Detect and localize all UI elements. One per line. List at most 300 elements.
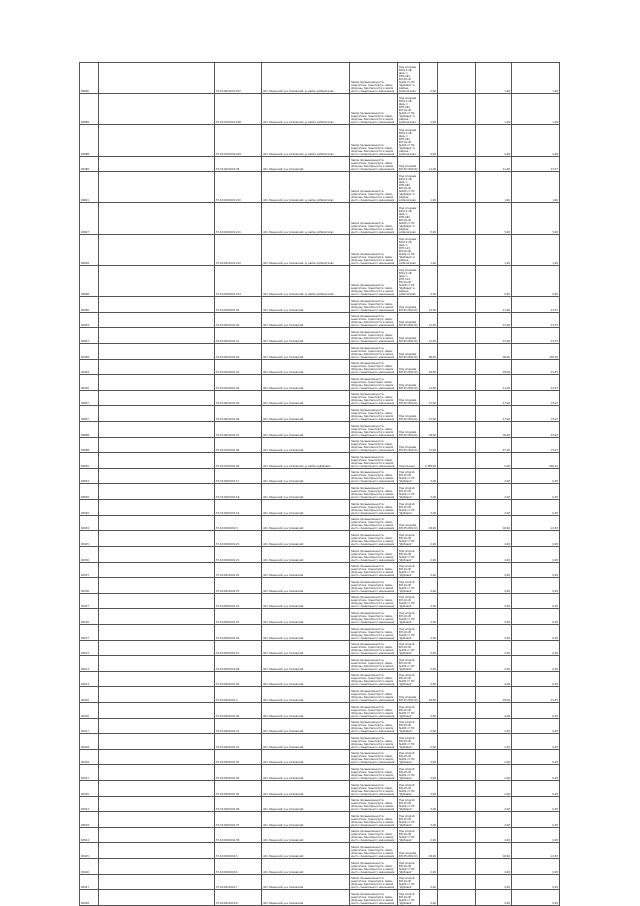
cadastral-number-cell: 57:16:0020101:210 (215, 172, 262, 203)
area-cell: 18,00 (420, 359, 438, 375)
address-cell: обл. Мценский, р-н Сомовский (262, 562, 350, 578)
cadastral-number-cell: 57:16:0020101:39 (215, 297, 262, 313)
blank-cell (99, 671, 215, 687)
permitted-use-cell: Под опорой ВЛ-10 кВ №100 от ПС "Дубовик" (398, 593, 420, 609)
area-cell: 1,00 (420, 94, 438, 125)
area-cell: 11,00 (420, 156, 438, 172)
price-cell (438, 874, 476, 890)
table-row (80, 562, 560, 578)
blank-cell (99, 125, 215, 156)
price-cell (438, 203, 476, 234)
permitted-use-cell: Под опорой ВЛ-10 кВ №100 от ПС "Дубовик" (398, 671, 420, 687)
table-row (80, 500, 560, 516)
land-plot-register-table (79, 62, 560, 906)
table-body (80, 63, 560, 906)
blank-cell (99, 63, 215, 94)
row-number-cell: 00418 (80, 734, 99, 750)
land-category-cell: Земли промышленности, энергетики, транспорта, связи, обороны, безопасности и земли иного специального назначения (350, 359, 398, 375)
total-cell: 1,00 (476, 63, 512, 94)
permitted-use-cell: Под опорой ВЛ-10 кВ №100 от ПС "Дубовик" (398, 562, 420, 578)
price-cell (438, 172, 476, 203)
table-row (80, 484, 560, 500)
table-row (80, 656, 560, 672)
address-cell: обл. Мценский, р-н Сомовский (262, 312, 350, 328)
total-cell: 1,00 (476, 234, 512, 265)
blank-cell (99, 827, 215, 843)
address-cell: обл. Мценский, р-н Сомовский (262, 687, 350, 703)
register-table-page (79, 62, 559, 906)
land-category-cell: Земли промышленности, энергетики, транспорта, связи, обороны, безопасности и земли иного специального назначения (350, 718, 398, 734)
blank-cell (99, 796, 215, 812)
land-category-cell: Земли промышленности, энергетики, транспорта, связи, обороны, безопасности и земли иного специального назначения (350, 63, 398, 94)
value-cell: 0,05 (512, 593, 560, 609)
address-cell: обл. Мценский, р-н Сомовский (262, 734, 350, 750)
value-cell: 13,37 (512, 297, 560, 313)
blank-cell (99, 687, 215, 703)
land-category-cell: Земли промышленности, энергетики, транспорта, связи, обороны, безопасности и земли иного специального назначения (350, 843, 398, 859)
permitted-use-cell: Под опорой ВЛ-10 кВ №100 от ПС "Дубовик" (398, 749, 420, 765)
area-cell: 2,00 (420, 765, 438, 781)
price-cell (438, 531, 476, 547)
permitted-use-cell: Под опорами ВЛ-35 кВ(110) (398, 437, 420, 453)
total-cell: 2,00 (476, 781, 512, 797)
table-row (80, 890, 560, 906)
address-cell: обл. Мценский, р-н Сомовский (262, 749, 350, 765)
table-row (80, 468, 560, 484)
value-cell: 0,05 (512, 874, 560, 890)
blank-cell (99, 609, 215, 625)
row-number-cell: 00327 (80, 796, 99, 812)
row-number-cell: 00650 (80, 484, 99, 500)
blank-cell (99, 781, 215, 797)
table-row (80, 624, 560, 640)
total-cell: 2,00 (476, 593, 512, 609)
value-cell: 1,00 (512, 63, 560, 94)
land-category-cell: Земли промышленности, энергетики, транспорта, связи, обороны, безопасности и земли иного специального назначения (350, 437, 398, 453)
row-number-cell: 00458 (80, 343, 99, 359)
address-cell: обл. Мценский, р-н Сомовский (262, 390, 350, 406)
table-row (80, 453, 560, 469)
area-cell: 2,00 (420, 812, 438, 828)
area-cell: 2,00 (420, 749, 438, 765)
address-cell: обл. Мценский, р-н Сомовский (262, 796, 350, 812)
blank-cell (99, 359, 215, 375)
blank-cell (99, 593, 215, 609)
land-category-cell: Земли промышленности, энергетики, транспорта, связи, обороны, безопасности и земли иного специального назначения (350, 312, 398, 328)
price-cell (438, 687, 476, 703)
blank-cell (99, 203, 215, 234)
row-number-cell: 00454 (80, 359, 99, 375)
table-row (80, 859, 560, 875)
land-category-cell: Земли промышленности, энергетики, транспорта, связи, обороны, безопасности и земли иного специального назначения (350, 265, 398, 296)
table-row (80, 297, 560, 313)
blank-cell (99, 515, 215, 531)
area-cell: 1,00 (420, 172, 438, 203)
address-cell: обл. Мценский, р-н Сомовский (262, 624, 350, 640)
land-category-cell: Земли промышленности, энергетики, транспорта, связи, обороны, безопасности и земли иного специального назначения (350, 390, 398, 406)
table-row (80, 203, 560, 234)
row-number-cell: 00454 (80, 515, 99, 531)
price-cell (438, 343, 476, 359)
address-cell: обл. Мценский, р-н Сомовский (262, 437, 350, 453)
value-cell: 116,45 (512, 343, 560, 359)
total-cell: 2,00 (476, 500, 512, 516)
row-number-cell: 00336 (80, 546, 99, 562)
row-number-cell: 00416 (80, 702, 99, 718)
row-number-cell: 00457 (80, 328, 99, 344)
price-cell (438, 812, 476, 828)
blank-cell (99, 484, 215, 500)
total-cell: 2,00 (476, 546, 512, 562)
address-cell: обл. Мценский, р-н Сомовский (262, 406, 350, 422)
address-cell: обл. Мценский, р-н Сомовский (262, 827, 350, 843)
total-cell: 2,00 (476, 765, 512, 781)
row-number-cell: 00428 (80, 890, 99, 906)
blank-cell (99, 390, 215, 406)
area-cell: 2,00 (420, 624, 438, 640)
total-cell: 2,00 (476, 624, 512, 640)
blank-cell (99, 172, 215, 203)
address-cell: обл. Мценский, р-н Сомовский, д. район д.Мелигрово (262, 125, 350, 156)
table-row (80, 640, 560, 656)
value-cell: 5,00 (512, 203, 560, 234)
total-cell: 2,00 (476, 484, 512, 500)
permitted-use-cell: Под опорами ВЛ-35 кВ(110) (398, 375, 420, 391)
price-cell (438, 406, 476, 422)
row-number-cell: 00698 (80, 437, 99, 453)
permitted-use-cell: Под опорой ВЛ-10 кВ №100 от ПС "Дубовик" (398, 702, 420, 718)
address-cell: обл. Мценский, р-н Сомовский (262, 656, 350, 672)
price-cell (438, 94, 476, 125)
blank-cell (99, 328, 215, 344)
address-cell: обл. Мценский, р-н Сомовский (262, 843, 350, 859)
value-cell: 0,05 (512, 640, 560, 656)
blank-cell (99, 265, 215, 296)
value-cell: 73,07 (512, 437, 560, 453)
land-category-cell: Земли промышленности, энергетики, транспорта, связи, обороны, безопасности и земли иного специального назначения (350, 172, 398, 203)
land-category-cell: Земли промышленности, энергетики, транспорта, связи, обороны, безопасности и земли иного специального назначения (350, 593, 398, 609)
cadastral-number-cell: 57:16:0050101:21 (215, 546, 262, 562)
area-cell: 5,00 (420, 63, 438, 94)
value-cell: 4,00 (512, 125, 560, 156)
address-cell: обл. Мценский, р-н Сомовский, д. район д.Мелигрово (262, 172, 350, 203)
row-number-cell: 00697 (80, 390, 99, 406)
total-cell: 2,00 (476, 827, 512, 843)
total-cell: 11,00 (476, 297, 512, 313)
table-row (80, 718, 560, 734)
blank-cell (99, 640, 215, 656)
permitted-use-cell: Под опорой ВЛ-10 кВ №100 от ПС "Дубовик" (398, 500, 420, 516)
table-row (80, 593, 560, 609)
land-category-cell: Земли промышленности, энергетики, транспорта, связи, обороны, безопасности и земли иного специального назначения (350, 125, 398, 156)
cadastral-number-cell: 57:16:0020101:207 (215, 63, 262, 94)
blank-cell (99, 812, 215, 828)
area-cell: 2,00 (420, 531, 438, 547)
value-cell: 0,05 (512, 578, 560, 594)
total-cell: 11,00 (476, 375, 512, 391)
area-cell: 18,00 (420, 843, 438, 859)
land-category-cell: Земли промышленности, энергетики, транспорта, связи, обороны, безопасности и земли иного специального назначения (350, 812, 398, 828)
price-cell (438, 562, 476, 578)
row-number-cell: 00425 (80, 843, 99, 859)
table-row (80, 874, 560, 890)
total-cell: 4,00 (476, 125, 512, 156)
area-cell: 39,00 (420, 422, 438, 438)
permitted-use-cell: Под опорой ВЛ-10 кВ №100 от ПС "Дубовик" (398, 546, 420, 562)
address-cell: обл. Мценский, р-н Сомовский, д. район д.Мелигрово (262, 265, 350, 296)
table-row (80, 375, 560, 391)
price-cell (438, 749, 476, 765)
price-cell (438, 859, 476, 875)
table-row (80, 265, 560, 296)
area-cell: 2,00 (420, 827, 438, 843)
price-cell (438, 702, 476, 718)
address-cell: обл. Мценский, р-н Сомовский (262, 515, 350, 531)
price-cell (438, 546, 476, 562)
address-cell: обл. Мценский, р-н Сомовский, д. район д.Мелигрово (262, 63, 350, 94)
price-cell (438, 125, 476, 156)
cadastral-number-cell: 57:16:0050101:22 (215, 562, 262, 578)
permitted-use-cell: подстанция (398, 453, 420, 469)
table-row (80, 422, 560, 438)
table-row (80, 702, 560, 718)
value-cell: 0,05 (512, 718, 560, 734)
value-cell: 0,05 (512, 546, 560, 562)
row-number-cell: 00337 (80, 562, 99, 578)
cadastral-number-cell: 57:16:0050101:30 (215, 702, 262, 718)
land-category-cell: Земли промышленности, энергетики, транспорта, связи, обороны, безопасности и земли иного специального назначения (350, 484, 398, 500)
permitted-use-cell: Под опорами ВЛ-0,4 кВ фид. 1 КТП-162 ВЛ-10 кВ №100 от ПС "Дубовик" в районе д.Мелигрово (398, 63, 420, 94)
row-number-cell: 00517 (80, 624, 99, 640)
address-cell: обл. Мценский, р-н Сомовский (262, 781, 350, 797)
area-cell: 2,00 (420, 578, 438, 594)
price-cell (438, 656, 476, 672)
area-cell: 4 485,00 (420, 453, 438, 469)
cadastral-number-cell: 57:16:0050101:32 (215, 734, 262, 750)
price-cell (438, 640, 476, 656)
blank-cell (99, 890, 215, 906)
blank-cell (99, 718, 215, 734)
price-cell (438, 437, 476, 453)
blank-cell (99, 406, 215, 422)
permitted-use-cell: Под опорами ВЛ-35 кВ(110) (398, 390, 420, 406)
permitted-use-cell: Под опорой ВЛ-10 кВ №100 от ПС "Дубовик" (398, 624, 420, 640)
cadastral-number-cell: 57:16:0020101:41 (215, 328, 262, 344)
row-number-cell: 00512 (80, 640, 99, 656)
land-category-cell: Земли промышленности, энергетики, транспорta, связи, обороны, безопасности и земли иного специального назначения (350, 375, 398, 391)
area-cell: 17,00 (420, 406, 438, 422)
table-row (80, 827, 560, 843)
cadastral-number-cell: 57:16:0050101:36 (215, 796, 262, 812)
price-cell (438, 515, 476, 531)
area-cell: 2,00 (420, 484, 438, 500)
row-number-cell: 00456 (80, 156, 99, 172)
value-cell: 0,05 (512, 827, 560, 843)
value-cell: 0,05 (512, 609, 560, 625)
value-cell: 13,37 (512, 312, 560, 328)
row-number-cell: 00514 (80, 671, 99, 687)
land-category-cell: Земли промышленности, энергетики, транспорта, связи, обороны, безопасности и земли иного специального назначения (350, 687, 398, 703)
permitted-use-cell: Под опорами ВЛ-35 кВ(110) (398, 515, 420, 531)
row-number-cell: 00524 (80, 827, 99, 843)
area-cell: 2,00 (420, 671, 438, 687)
cadastral-number-cell: 57:16:0050101:35 (215, 781, 262, 797)
permitted-use-cell: Под опорой ВЛ-10 кВ №100 от ПС "Дубовик" (398, 468, 420, 484)
value-cell: 43,20 (512, 422, 560, 438)
land-category-cell: Земли промышленности, энергетики, транспорта, связи, обороны, безопасности и земли иного специального назначения (350, 734, 398, 750)
area-cell: 2,00 (420, 781, 438, 797)
table-row (80, 390, 560, 406)
blank-cell (99, 734, 215, 750)
land-category-cell: Земли промышленности, энергетики, транспорта, связи, обороны, безопасности и земли иного специального назначения (350, 468, 398, 484)
table-row (80, 843, 560, 859)
price-cell (438, 328, 476, 344)
address-cell: обл. Мценский, р-н Сомовский (262, 422, 350, 438)
land-category-cell: Земли промышленности, энергетики, транспорта, связи, обороны, безопасности и земли иного специального назначения (350, 827, 398, 843)
permitted-use-cell: Под опорой ВЛ-10 кВ №100 от ПС "Дубовик" (398, 890, 420, 906)
address-cell: обл. Мценский, р-н Сомовский (262, 468, 350, 484)
blank-cell (99, 874, 215, 890)
total-cell: 11,00 (476, 328, 512, 344)
price-cell (438, 375, 476, 391)
land-category-cell: Земли промышленности, энергетики, транспорта, связи, обороны, безопасности и земли иного специального назначения (350, 765, 398, 781)
area-cell: 5,00 (420, 203, 438, 234)
cadastral-number-cell: 57:16:0050101:19 (215, 500, 262, 516)
value-cell: 13,37 (512, 328, 560, 344)
total-cell: 5,00 (476, 265, 512, 296)
cadastral-number-cell: 57:16:0050101:34 (215, 765, 262, 781)
cadastral-number-cell: 57:16:0050101:29 (215, 671, 262, 687)
value-cell: 1,00 (512, 172, 560, 203)
cadastral-number-cell: 57:16:0020101:40 (215, 312, 262, 328)
total-cell: 18,00 (476, 515, 512, 531)
row-number-cell: 00325 (80, 781, 99, 797)
blank-cell (99, 343, 215, 359)
blank-cell (99, 859, 215, 875)
area-cell: 2,00 (420, 718, 438, 734)
blank-cell (99, 453, 215, 469)
cadastral-number-cell: 57:16:0020101:45 (215, 390, 262, 406)
blank-cell (99, 749, 215, 765)
cadastral-number-cell: 57:16:0050101:33 (215, 749, 262, 765)
row-number-cell: 00419 (80, 749, 99, 765)
blank-cell (99, 562, 215, 578)
total-cell: 2,00 (476, 796, 512, 812)
blank-cell (99, 156, 215, 172)
total-cell: 2,00 (476, 640, 512, 656)
land-category-cell: Земли промышленности, энергетики, транспорта, связи, обороны, безопасности и земли иного специального назначения (350, 796, 398, 812)
land-category-cell: Земли промышленности, энергетики, транспорта, связи, обороны, безопасности и земли иного специального назначения (350, 515, 398, 531)
address-cell: обл. Мценский, р-н Сомовский, д. район д.Мелигрово (262, 94, 350, 125)
permitted-use-cell: Под опорами ВЛ-35 кВ(110) (398, 359, 420, 375)
total-cell: 2,00 (476, 890, 512, 906)
address-cell: обл. Мценский, р-н Сомовский (262, 297, 350, 313)
price-cell (438, 422, 476, 438)
value-cell: 0,05 (512, 890, 560, 906)
table-row (80, 578, 560, 594)
price-cell (438, 156, 476, 172)
total-cell: 18,00 (476, 687, 512, 703)
price-cell (438, 453, 476, 469)
land-category-cell: Земли промышленности, энергетики, транспорта, связи, обороны, безопасности и земли иного специального назначения (350, 781, 398, 797)
land-category-cell: Земли промышленности, энергетики, транспорта, связи, обороны, безопасности и земли иного специального назначения (350, 453, 398, 469)
area-cell: 5,00 (420, 265, 438, 296)
row-number-cell: 00427 (80, 874, 99, 890)
value-cell: 0,05 (512, 531, 560, 547)
table-row (80, 781, 560, 797)
total-cell: 1,00 (476, 172, 512, 203)
area-cell: 2,00 (420, 593, 438, 609)
cadastral-number-cell: 57:16:0020101:208 (215, 94, 262, 125)
cadastral-number-cell: 57:16:0050101:25 (215, 609, 262, 625)
cadastral-number-cell: 57:16:0020101:43 (215, 359, 262, 375)
table-row (80, 531, 560, 547)
land-category-cell: Земли промышленности, энергетики, транспорта, связи, обороны, безопасности и земли иного специального назначения (350, 562, 398, 578)
row-number-cell: 00337 (80, 593, 99, 609)
address-cell: обл. Мценский, р-н Сомовский (262, 343, 350, 359)
total-cell: 5,00 (476, 453, 512, 469)
row-number-cell: 00698 (80, 422, 99, 438)
price-cell (438, 796, 476, 812)
permitted-use-cell: Под опорой ВЛ-10 кВ №100 от ПС "Дубовик" (398, 765, 420, 781)
cadastral-number-cell: 57:16:0020101:46 (215, 406, 262, 422)
price-cell (438, 265, 476, 296)
total-cell: 2,00 (476, 656, 512, 672)
address-cell: обл. Мценский, р-н Сомовский (262, 500, 350, 516)
cadastral-number-cell: 57:16:0050101:4 (215, 687, 262, 703)
total-cell: 11,00 (476, 156, 512, 172)
blank-cell (99, 546, 215, 562)
row-number-cell: 00689 (80, 94, 99, 125)
table-row (80, 671, 560, 687)
price-cell (438, 578, 476, 594)
land-category-cell: Земли промышленности, энергетики, транспорта, связи, обороны, безопасности и земли иного специального назначения (350, 749, 398, 765)
land-category-cell: Земли промышленности, энергетики, транспорта, связи, обороны, безопасности и земли иного специального назначения (350, 422, 398, 438)
cadastral-number-cell: 57:16:0050101:7 (215, 874, 262, 890)
table-row (80, 343, 560, 359)
permitted-use-cell: Под опорой ВЛ-10 кВ №100 от ПС "Дубовик" (398, 640, 420, 656)
cadastral-number-cell: 57:16:0020101:211 (215, 203, 262, 234)
land-category-cell: Земли промышленности, энергетики, транспорта, связи, обороны, безопасности и земли иного специального назначения (350, 500, 398, 516)
area-cell: 11,00 (420, 328, 438, 344)
permitted-use-cell: Под опорами ВЛ-35 кВ(110) (398, 843, 420, 859)
cadastral-number-cell: 57:16:0050101:17 (215, 468, 262, 484)
permitted-use-cell: Под опорами ВЛ-35 кВ(110) (398, 156, 420, 172)
table-row (80, 515, 560, 531)
land-category-cell: Земли промышленности, энергетики, транспорта, связи, обороны, безопасности и земли иного специального назначения (350, 156, 398, 172)
cadastral-number-cell: 57:16:0050101:23 (215, 578, 262, 594)
row-number-cell: 00426 (80, 859, 99, 875)
cadastral-number-cell: 57:16:0020101:48 (215, 437, 262, 453)
value-cell: 13,37 (512, 375, 560, 391)
total-cell: 18,00 (476, 359, 512, 375)
cadastral-number-cell: 57:16:0050101:24 (215, 593, 262, 609)
permitted-use-cell: Под опорой ВЛ-10 кВ №100 от ПС "Дубовик" (398, 781, 420, 797)
value-cell: 5,00 (512, 265, 560, 296)
blank-cell (99, 234, 215, 265)
price-cell (438, 765, 476, 781)
permitted-use-cell: Под опорами ВЛ-0,4 кВ фид. 1 КТП-162 ВЛ-10 кВ №100 от ПС "Дубовик" в районе д.Мелигрово (398, 172, 420, 203)
blank-cell (99, 500, 215, 516)
value-cell: 0,05 (512, 656, 560, 672)
area-cell: 2,00 (420, 874, 438, 890)
total-cell: 2,00 (476, 812, 512, 828)
row-number-cell: 00697 (80, 203, 99, 234)
price-cell (438, 297, 476, 313)
area-cell: 2,00 (420, 656, 438, 672)
permitted-use-cell: Под опорой ВЛ-10 кВ №100 от ПС "Дубовик" (398, 578, 420, 594)
address-cell: обл. Мценский, р-н Сомовский (262, 890, 350, 906)
